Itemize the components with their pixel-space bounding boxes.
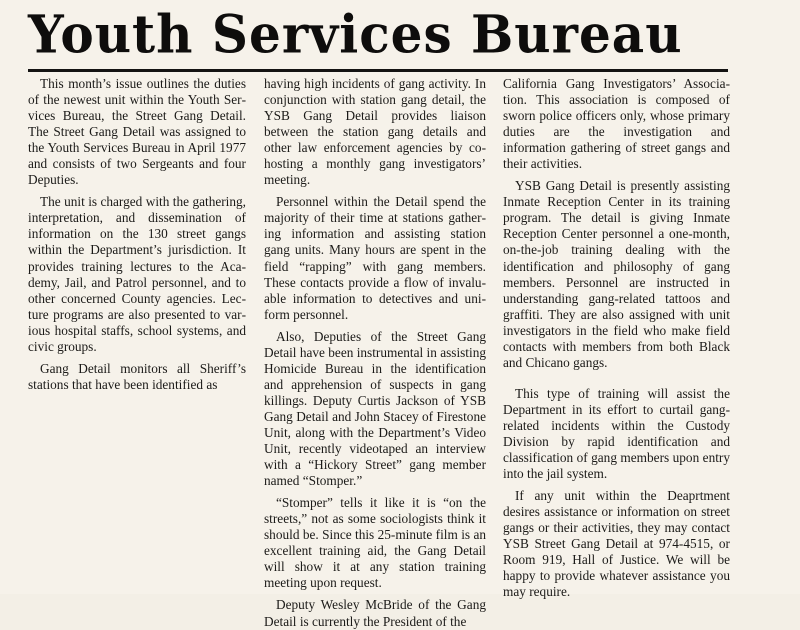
paragraph: having high incidents of gang activity. In conjunction with station gang detail, the YSB Gang Detail provides liaison between the station gang details and other law enforcement agencies by cohosting a monthly gang investigators’ meeting. [264, 76, 486, 188]
paragraph: YSB Gang Detail is presently assisting Inmate Reception Center in its training program. The detail is giving Inmate Reception Center personnel a one-month, on-the-job training dealing with the identification and philosophy of gang members. Personnel are instructed in understanding gang-related tattoos and graffiti. They are also assigned with unit investigators in the field who make field contacts with members from both Black and Chicano gangs. [503, 178, 730, 370]
paragraph: California Gang Investigators’ Association. This association is composed of sworn police officers only, whose primary duties are the investigation and information gathering of street gangs and their activities. [503, 76, 730, 172]
article-column-2 [264, 76, 486, 630]
paragraph: The unit is charged with the gathering, interpretation, and dissemination of information on the 130 street gangs within the Department’s jurisdiction. It provides training lectures to the Academy, Jail, and Patrol personnel, and to other concerned County agencies. Lecture programs are also presented to various hospital staffs, school systems, and civic groups. [28, 194, 246, 354]
paragraph: Gang Detail monitors all Sheriff’s stations that have been identified as [28, 360, 246, 392]
masthead-title: Youth Services Bureau [28, 3, 683, 66]
paragraph: This type of training will assist the Department in its effort to curtail gang-related incidents within the Custody Division by rapid identification and classification of gang members upon entry into the jail system. [503, 385, 730, 482]
paragraph: Personnel within the Detail spend the majority of their time at stations gathering information and assisting station gang units. Many hours are spent in the field “rapping” with gang members. These contacts provide a flow of invaluable information to detectives and uniform personnel. [264, 194, 486, 322]
article-column-1 [28, 76, 246, 393]
paragraph: This month’s issue outlines the duties of the newest unit within the Youth Services Bureau, the Street Gang Detail. The Street Gang Detail was assigned to the Youth Services Bureau in April 1977 and consists of two Sergeants and four Deputies. [28, 76, 246, 188]
paragraph: “Stomper” tells it like it is “on the streets,” not as some sociologists think it should be. Since this 25-minute film is an excellent training aid, the Gang Detail will show it at any station training meeting upon request. [264, 495, 486, 591]
masthead-rule [28, 69, 728, 72]
article-column-3 [503, 76, 730, 600]
paragraph: Also, Deputies of the Street Gang Detail have been instrumental in assisting Homicide Bureau in the identification and apprehension of suspects in gang killings. Deputy Curtis Jackson of YSB Gang Detail and John Stacey of Firestone Unit, along with the Department’s Video Unit, recently videotaped an interview with a “Hickory Street” gang member named “Stomper.” [264, 328, 486, 489]
paragraph: Deputy Wesley McBride of the Gang Detail is currently the President of the [264, 597, 486, 629]
paragraph: If any unit within the Deaprtment desires assistance or information on street gangs or their activities, they may contact YSB Street Gang Detail at 974-4515, or Room 919, Hall of Justice. We will be happy to provide whatever assistance you may require. [503, 488, 730, 600]
